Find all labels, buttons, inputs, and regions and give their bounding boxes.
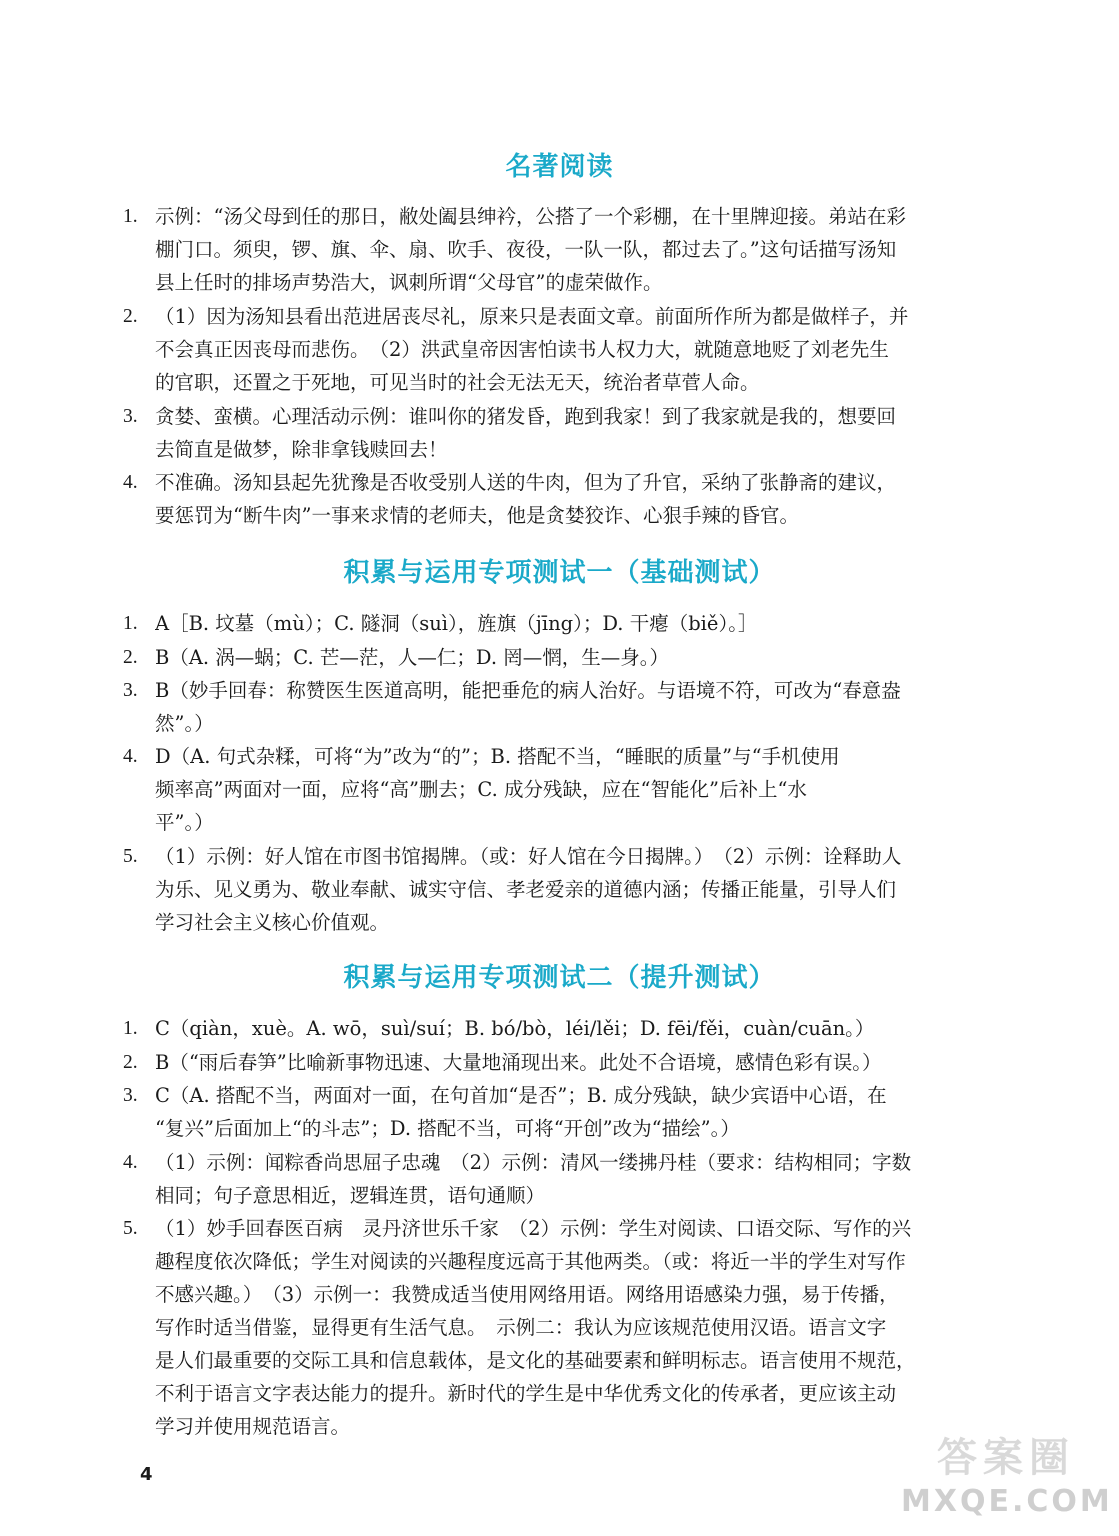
item-line: 学习社会主义核心价值观。 bbox=[155, 911, 390, 934]
item-line: 写作时适当借鉴，显得更有生活气息。 示例二：我认为应该规范使用汉语。语言文字 bbox=[155, 1316, 887, 1339]
list-item bbox=[123, 607, 1003, 640]
item-line: 为乐、见义勇为、敬业奉献、诚实守信、孝老爱亲的道德内涵；传播正能量，引导人们 bbox=[155, 878, 897, 901]
item-number: 3. bbox=[123, 680, 138, 701]
item-number: 2. bbox=[123, 647, 138, 668]
item-number: 1. bbox=[123, 1018, 138, 1039]
list-item bbox=[123, 674, 1003, 740]
list-item bbox=[123, 300, 1003, 399]
watermark-main: 答案圈 bbox=[937, 1435, 1075, 1481]
item-number: 4. bbox=[123, 472, 138, 493]
item-line: 的官职，还置之于死地，可见当时的社会无法无天，统治者草菅人命。 bbox=[155, 371, 760, 394]
item-line: 不会真正因丧母而悲伤。 （2）洪武皇帝因害怕读书人权力大，就随意地贬了刘老先生 bbox=[155, 338, 889, 361]
item-line: 是人们最重要的交际工具和信息载体，是文化的基础要素和鲜明标志。语言使用不规范， bbox=[155, 1349, 916, 1372]
item-line: （1）因为汤知县看出范进居丧尽礼，原来只是表面文章。前面所作所为都是做样子，并 bbox=[155, 305, 909, 328]
item-line: 不利于语言文字表达能力的提升。新时代的学生是中华优秀文化的传承者，更应该主动 bbox=[155, 1382, 897, 1405]
item-number: 2. bbox=[123, 1052, 138, 1073]
item-line: “复兴”后面加上“的斗志”；D. 搭配不当，可将“开创”改为“描绘”。） bbox=[155, 1117, 740, 1140]
list-item bbox=[123, 1079, 1003, 1145]
item-line: 趣程度依次降低；学生对阅读的兴趣程度远高于其他两类。（或：将近一半的学生对写作 bbox=[155, 1250, 906, 1273]
item-line: 平”。） bbox=[155, 811, 214, 834]
item-line: B（A. 涡—蜗；C. 芒—茫，人—仁；D. 罔—惘，生—身。） bbox=[155, 646, 670, 669]
item-line: 然”。） bbox=[155, 712, 214, 735]
list-item bbox=[123, 200, 1003, 299]
item-line: 不准确。汤知县起先犹豫是否收受别人送的牛肉，但为了升官，采纳了张静斋的建议， bbox=[155, 471, 897, 494]
list-item bbox=[123, 1212, 1003, 1443]
item-line: A［B. 坟墓（mù）；C. 隧洞（suì），旌旗（jīng）；D. 干瘪（biě）。］ bbox=[155, 612, 758, 635]
section-title-test-one: 积累与运用专项测试一（基础测试） bbox=[343, 558, 776, 588]
item-number: 1. bbox=[123, 206, 138, 227]
item-line: C（qiàn，xuè。A. wō，suì/suí；B. bó/bò，léi/lěi；D. fēi/fěi，cuàn/cuān。） bbox=[155, 1017, 875, 1040]
item-line: （1）示例：闻粽香尚思屈子忠魂 （2）示例：清风一缕拂丹桂（要求：结构相同；字数 bbox=[155, 1151, 912, 1174]
list-item bbox=[123, 740, 1003, 839]
list-item bbox=[123, 1012, 1003, 1045]
item-line: D（A. 句式杂糅，可将“为”改为“的”；B. 搭配不当，“睡眠的质量”与“手机使用 bbox=[155, 745, 840, 768]
item-line: 贪婪、蛮横。心理活动示例：谁叫你的猪发昏，跑到我家！到了我家就是我的，想要回 bbox=[155, 405, 897, 428]
list-item bbox=[123, 1046, 1003, 1079]
item-number: 4. bbox=[123, 1152, 138, 1173]
list-item bbox=[123, 1146, 1003, 1212]
item-line: 县上任时的排场声势浩大，讽刺所谓“父母官”的虚荣做作。 bbox=[155, 271, 663, 294]
item-line: C（A. 搭配不当，两面对一面，在句首加“是否”；B. 成分残缺，缺少宾语中心语，在 bbox=[155, 1084, 887, 1107]
item-number: 3. bbox=[123, 1085, 138, 1106]
item-line: 去简直是做梦，除非拿钱赎回去！ bbox=[155, 438, 448, 461]
item-number: 5. bbox=[123, 1218, 138, 1239]
section-title-test-two: 积累与运用专项测试二（提升测试） bbox=[343, 963, 776, 993]
item-line: 学习并使用规范语言。 bbox=[155, 1415, 351, 1438]
list-item bbox=[123, 840, 1003, 939]
item-number: 2. bbox=[123, 306, 138, 327]
item-line: 示例：“汤父母到任的那日，敝处阖县绅衿，公搭了一个彩棚，在十里牌迎接。弟站在彩 bbox=[155, 205, 906, 228]
item-number: 3. bbox=[123, 406, 138, 427]
item-line: 要惩罚为“断牛肉”一事来求情的老师夫，他是贪婪狡诈、心狠手辣的昏官。 bbox=[155, 504, 799, 527]
item-line: 相同；句子意思相近，逻辑连贯，语句通顺） bbox=[155, 1184, 546, 1207]
item-line: 频率高”两面对一面，应将“高”删去；C. 成分残缺，应在“智能化”后补上“水 bbox=[155, 778, 807, 801]
item-number: 4. bbox=[123, 746, 138, 767]
item-line: （1）妙手回春医百病 灵丹济世乐千家 （2）示例：学生对阅读、口语交际、写作的兴 bbox=[155, 1217, 912, 1240]
page-number: 4 bbox=[140, 1464, 153, 1485]
item-line: B（妙手回春：称赞医生医道高明，能把垂危的病人治好。与语境不符，可改为“春意盎 bbox=[155, 679, 901, 702]
list-item bbox=[123, 400, 1003, 466]
list-item bbox=[123, 641, 1003, 674]
list-item bbox=[123, 466, 1003, 532]
item-line: 不感兴趣。） （3）示例一：我赞成适当使用网络用语。网络用语感染力强，易于传播， bbox=[155, 1283, 899, 1306]
watermark-logo bbox=[901, 1432, 1111, 1528]
item-number: 5. bbox=[123, 846, 138, 867]
item-number: 1. bbox=[123, 613, 138, 634]
item-line: （1）示例：好人馆在市图书馆揭牌。（或：好人馆在今日揭牌。） （2）示例：诠释助人 bbox=[155, 845, 902, 868]
item-line: B（“雨后春笋”比喻新事物迅速、大量地涌现出来。此处不合语境，感情色彩有误。） bbox=[155, 1051, 882, 1074]
item-line: 棚门口。须臾，锣、旗、伞、扇、吹手、夜役，一队一队，都过去了。”这句话描写汤知 bbox=[155, 238, 897, 261]
watermark-sub: MXQE.COM bbox=[901, 1484, 1113, 1519]
section-title-mingzhu: 名著阅读 bbox=[505, 152, 614, 182]
